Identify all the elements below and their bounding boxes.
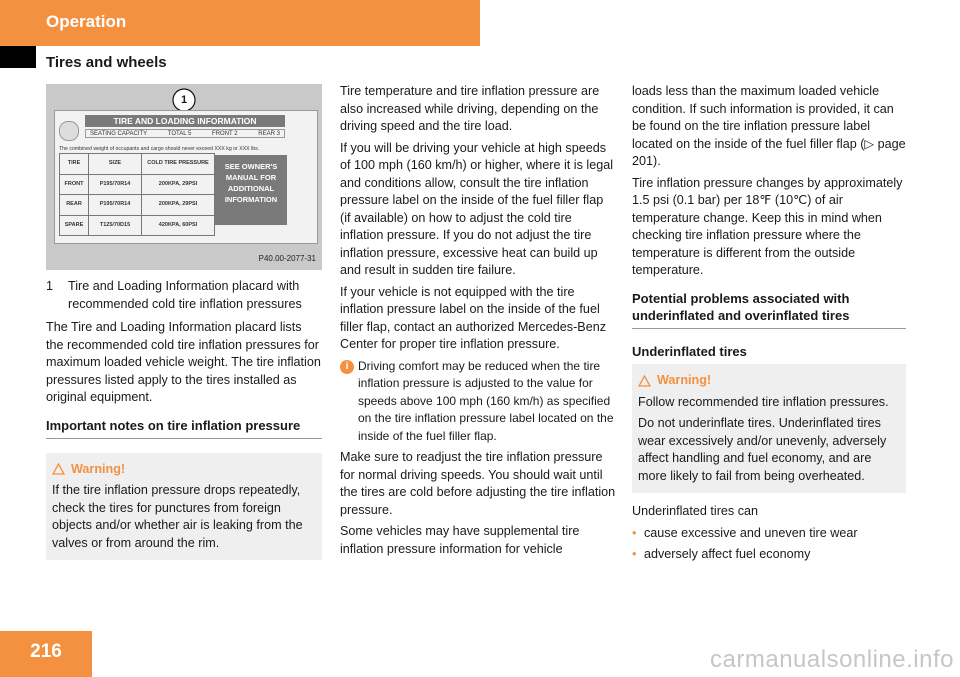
table-cell: 420KPA, 60PSI bbox=[142, 215, 215, 236]
see-owners-line: SEE OWNER'S bbox=[224, 162, 278, 171]
section-heading: Important notes on tire inflation pressure bbox=[46, 417, 322, 439]
see-owners-line: ADDITIONAL bbox=[227, 184, 275, 193]
seating-front: FRONT 2 bbox=[212, 131, 238, 137]
placard bbox=[54, 110, 318, 244]
see-owners-line: INFORMATION bbox=[224, 195, 278, 204]
list-item bbox=[632, 546, 906, 564]
table-cell: REAR bbox=[60, 195, 89, 216]
warning-title-text: Warning! bbox=[657, 373, 712, 387]
header-marker bbox=[0, 46, 36, 68]
paragraph: If your vehicle is not equipped with the tire inflation pressure label on the inside of the fuel filler flap, contact an authorized Mercedes-Benz Center for proper tire inflation pressure. bbox=[340, 284, 607, 351]
warning-title-text: Warning! bbox=[71, 461, 126, 476]
subheading: Underinflated tires bbox=[632, 343, 747, 359]
callout-number: 1 bbox=[180, 94, 188, 106]
see-owners-manual-box bbox=[215, 155, 287, 225]
paragraph: If you will be driving your vehicle at high speeds of 100 mph (160 km/h) or higher, where it is legal and conditions allow, consult the tire inflation pressure label on the inside of the fuel filler flap (if available) on how to adjust the cold tire inflation pressure. If you do not adjust the tire inflation pressure, excessive heat can build up and result in sudden tire failure. bbox=[340, 140, 614, 277]
table-header-tire: TIRE bbox=[60, 154, 89, 175]
caption-text: Tire and Loading Information placard with recommended cold tire inflation pressures bbox=[68, 279, 302, 311]
warning-text: Do not underinflate tires. Underinflated tires wear excessively and/or unevenly, adversely affect handling and fuel economy, and are more likely to fail from being overheated. bbox=[638, 416, 887, 483]
warning-icon bbox=[52, 463, 65, 475]
column-3 bbox=[632, 83, 906, 568]
bullet-icon: • bbox=[632, 547, 637, 561]
pressure-table bbox=[59, 153, 215, 236]
seating-row bbox=[85, 129, 285, 138]
paragraph: Underinflated tires can bbox=[632, 504, 759, 518]
caption-number: 1 bbox=[46, 279, 54, 293]
table-row bbox=[60, 215, 215, 236]
list-item bbox=[632, 525, 906, 543]
page-number-tab bbox=[0, 631, 92, 677]
warning-title bbox=[638, 372, 898, 390]
warning-text: Follow recommended tire inflation pressures. bbox=[638, 394, 889, 409]
page-number: 216 bbox=[30, 641, 62, 662]
tire-logo-icon bbox=[59, 121, 79, 141]
column-1 bbox=[46, 80, 322, 570]
paragraph: The Tire and Loading Information placard lists the recommended cold tire inflation pressures for maximum loaded vehicle weight. The tire inflation pressures listed apply to the tires installed as original equipment. bbox=[46, 320, 321, 404]
paragraph: Tire temperature and tire inflation pressure are also increased while driving, depending on the driving speed and the tire load. bbox=[340, 84, 600, 133]
see-owners-line: MANUAL FOR bbox=[225, 173, 277, 182]
info-note bbox=[340, 358, 616, 446]
column-2 bbox=[340, 83, 616, 562]
table-cell: P195/70R14 bbox=[89, 195, 142, 216]
list-item-text: cause excessive and uneven tire wear bbox=[644, 525, 858, 540]
table-header-size: SIZE bbox=[89, 154, 142, 175]
tire-placard-figure bbox=[46, 84, 322, 270]
table-row bbox=[60, 174, 215, 195]
section-header-tab bbox=[0, 0, 480, 46]
table-cell: T125/70D15 bbox=[89, 215, 142, 236]
table-cell: FRONT bbox=[60, 174, 89, 195]
section-heading: Potential problems associated with underinflated and overinflated tires bbox=[632, 290, 906, 329]
paragraph: Make sure to readjust the tire inflation pressure for normal driving speeds. You should wait until the tires are cold before adjusting the tire inflation pressure. bbox=[340, 450, 616, 517]
warning-icon bbox=[638, 375, 651, 387]
seating-total: TOTAL 5 bbox=[167, 131, 192, 137]
info-text: Driving comfort may be reduced when the tire inflation pressure is adjusted to the value for speeds above 100 mph (160 km/h) as specified on the tire inflation pressure label located on the inside of the fuel filler flap. bbox=[358, 358, 614, 443]
subsection-title: Tires and wheels bbox=[46, 54, 167, 71]
warning-title bbox=[52, 461, 314, 479]
table-header-pressure: COLD TIRE PRESSURE bbox=[142, 154, 215, 175]
seating-rear: REAR 3 bbox=[258, 131, 280, 137]
table-cell: 200KPA, 29PSI bbox=[142, 174, 215, 195]
warning-text: If the tire inflation pressure drops repeatedly, check the tires for punctures from foreign objects and/or whether air is leaking from the valves or from around the rim. bbox=[52, 483, 303, 550]
table-cell: 200KPA, 29PSI bbox=[142, 195, 215, 216]
warning-box bbox=[632, 364, 906, 493]
watermark: carmanualsonline.info bbox=[710, 646, 954, 673]
combined-weight-note: The combined weight of occupants and cargo should never exceed XXX kg or XXX lbs. bbox=[59, 146, 260, 152]
seating-label: SEATING CAPACITY bbox=[90, 131, 148, 137]
table-row bbox=[60, 195, 215, 216]
section-title: Operation bbox=[46, 12, 127, 31]
bullet-icon: • bbox=[632, 525, 637, 540]
paragraph: loads less than the maximum loaded vehicle condition. If such information is provided, it can be found on the tire inflation pressure label located on the inside of the fuel filler flap (▷ page 201). bbox=[632, 84, 906, 168]
info-icon: i bbox=[340, 360, 354, 374]
table-cell: P195/70R14 bbox=[89, 174, 142, 195]
paragraph: Tire inflation pressure changes by approximately 1.5 psi (0.1 bar) per 18℉ (10℃) of air temperature change. Keep this in mind when checking tire inflation pressure where the temperature is different from the outside temperature. bbox=[632, 175, 903, 277]
warning-box bbox=[46, 453, 322, 561]
placard-title: TIRE AND LOADING INFORMATION bbox=[85, 115, 285, 127]
paragraph: Some vehicles may have supplemental tire inflation pressure information for vehicle bbox=[340, 524, 580, 556]
figure-code: P40.00-2077-31 bbox=[258, 253, 316, 263]
list-item-text: adversely affect fuel economy bbox=[644, 547, 811, 561]
figure-caption bbox=[46, 278, 322, 313]
table-cell: SPARE bbox=[60, 215, 89, 236]
